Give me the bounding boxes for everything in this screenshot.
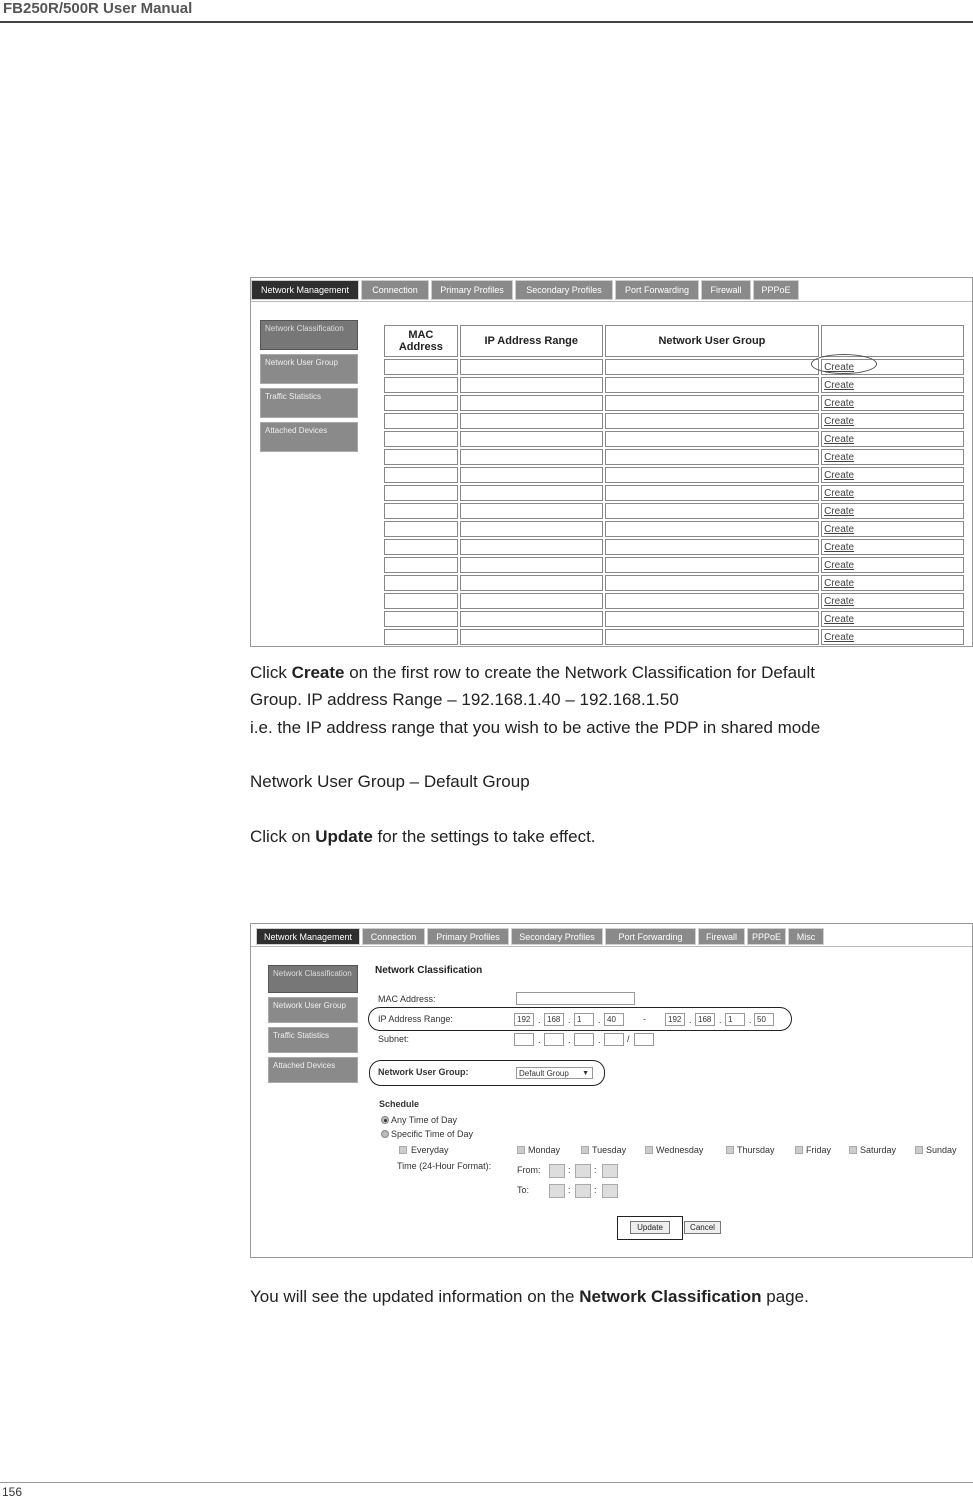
table-cell <box>384 611 458 627</box>
network-user-group-value: Default Group <box>519 1069 569 1078</box>
subnet-octet-4[interactable] <box>604 1033 624 1046</box>
table-cell <box>460 359 603 375</box>
checkbox-sunday[interactable] <box>915 1146 923 1154</box>
radio-any-time-label: Any Time of Day <box>391 1115 458 1125</box>
create-link[interactable]: Create <box>821 467 964 483</box>
to-minute-input[interactable] <box>575 1184 591 1198</box>
tab-primary-profiles[interactable]: Primary Profiles <box>427 928 509 945</box>
create-link[interactable]: Create <box>821 431 964 447</box>
table-cell <box>384 467 458 483</box>
radio-specific-time[interactable] <box>381 1130 389 1138</box>
day-friday-label: Friday <box>806 1145 832 1155</box>
tab-primary-profiles[interactable]: Primary Profiles <box>431 280 513 300</box>
schedule-label: Schedule <box>379 1099 420 1109</box>
tab-firewall[interactable]: Firewall <box>701 280 751 300</box>
table-row <box>384 593 964 609</box>
table-cell <box>605 467 819 483</box>
table-cell <box>460 449 603 465</box>
table-cell <box>460 377 603 393</box>
tab-port-forwarding[interactable]: Port Forwarding <box>615 280 699 300</box>
create-link[interactable]: Create <box>821 521 964 537</box>
network-user-group-label: Network User Group: <box>378 1067 469 1077</box>
to-second-input[interactable] <box>602 1184 618 1198</box>
header-rule <box>0 21 973 23</box>
table-cell <box>384 557 458 573</box>
sidebar-item-network-classification[interactable]: Network Classification <box>268 965 358 993</box>
create-link[interactable]: Create <box>821 359 964 375</box>
cancel-button[interactable]: Cancel <box>684 1221 721 1234</box>
ip-end-octet-1[interactable]: 192 <box>665 1013 685 1026</box>
table-cell <box>605 575 819 591</box>
table-row <box>384 629 964 645</box>
table-row <box>384 521 964 537</box>
sidebar-item-network-classification[interactable]: Network Classification <box>260 320 358 350</box>
table-cell <box>605 431 819 447</box>
table-cell <box>460 593 603 609</box>
time-separator: : <box>594 1185 597 1195</box>
checkbox-wednesday[interactable] <box>645 1146 653 1154</box>
day-sunday-label: Sunday <box>926 1145 957 1155</box>
mac-address-label: MAC Address: <box>378 994 436 1004</box>
table-row <box>384 557 964 573</box>
tab-pppoe[interactable]: PPPoE <box>753 280 799 300</box>
create-link[interactable]: Create <box>821 413 964 429</box>
table-cell <box>605 521 819 537</box>
mac-address-input[interactable] <box>516 992 635 1005</box>
table-cell <box>384 449 458 465</box>
closing-paragraph: You will see the updated information on the Network Classification page. <box>250 1287 809 1306</box>
table-row <box>384 359 964 375</box>
tab-underline <box>251 301 972 302</box>
table-cell <box>605 593 819 609</box>
checkbox-tuesday[interactable] <box>581 1146 589 1154</box>
create-highlight-circle <box>811 354 877 374</box>
update-button[interactable]: Update <box>630 1221 670 1234</box>
instruction-line-5: Click on Update for the settings to take effect. <box>250 827 596 846</box>
create-link[interactable]: Create <box>821 575 964 591</box>
column-header-mac: MAC Address <box>384 325 458 357</box>
everyday-label: Everyday <box>411 1145 449 1155</box>
instruction-line-2: Group. IP address Range – 192.168.1.40 – 192.168.1.50 <box>250 690 679 709</box>
table-cell <box>460 611 603 627</box>
table-cell <box>384 503 458 519</box>
sidebar <box>260 320 358 456</box>
table-cell <box>384 593 458 609</box>
table-cell <box>605 611 819 627</box>
table-row <box>384 575 964 591</box>
ip-end-octet-2[interactable]: 168 <box>695 1013 715 1026</box>
table-cell <box>605 449 819 465</box>
checkbox-everyday[interactable] <box>399 1146 407 1154</box>
checkbox-friday[interactable] <box>795 1146 803 1154</box>
checkbox-saturday[interactable] <box>849 1146 857 1154</box>
subnet-slash: / <box>627 1034 630 1044</box>
instruction-line-3: i.e. the IP address range that you wish to be active the PDP in shared mode <box>250 718 821 737</box>
create-link[interactable]: Create <box>821 395 964 411</box>
sidebar <box>268 965 358 1087</box>
table-cell <box>460 521 603 537</box>
tab-port-forwarding[interactable]: Port Forwarding <box>605 928 696 945</box>
table-cell <box>460 395 603 411</box>
tab-secondary-profiles[interactable]: Secondary Profiles <box>515 280 613 300</box>
radio-any-time[interactable] <box>381 1116 389 1124</box>
screenshot-network-classification-form: Network Management Connection Primary Profiles Secondary Profiles Port Forwarding Firewall PPPoE Misc Network Classification Network User Group Traffic Statistics Attached Devices Network Classification MAC Address: IP Address Range: 192 . 168 . 1 . 40 - 192 . 168 . 1 . 50 Subnet: . . . / Network User Group: Default Group ▼ Schedule Any Time of Day Specific Time of Day Everyday Monday Tuesday Wednesday Thursday Friday Saturday Sunday Time (24-Hour Format): From: : : To: : : Update Cancel <box>250 923 973 1258</box>
table-cell <box>605 557 819 573</box>
to-label: To: <box>517 1185 530 1195</box>
table-row <box>384 467 964 483</box>
time-separator: : <box>568 1185 571 1195</box>
table-cell <box>384 413 458 429</box>
table-row <box>384 377 964 393</box>
screenshot-network-classification-list <box>250 277 973 647</box>
manual-title: FB250R/500R User Manual <box>3 0 193 17</box>
table-cell <box>384 359 458 375</box>
tab-network-management[interactable]: Network Management <box>251 280 359 300</box>
table-cell <box>384 575 458 591</box>
table-cell <box>460 557 603 573</box>
table-cell <box>605 503 819 519</box>
subnet-octet-3[interactable] <box>574 1033 594 1046</box>
day-wednesday-label: Wednesday <box>656 1145 704 1155</box>
tab-secondary-profiles[interactable]: Secondary Profiles <box>511 928 603 945</box>
footer-rule <box>0 1482 973 1483</box>
create-link[interactable]: Create <box>821 485 964 501</box>
tab-pppoe[interactable]: PPPoE <box>747 928 786 945</box>
create-link[interactable]: Create <box>821 611 964 627</box>
table-cell <box>460 629 603 645</box>
create-link[interactable]: Create <box>821 557 964 573</box>
table-row <box>384 449 964 465</box>
tab-bar <box>251 280 972 300</box>
ip-start-octet-1[interactable]: 192 <box>514 1013 534 1026</box>
table-row <box>384 431 964 447</box>
tab-connection[interactable]: Connection <box>361 280 429 300</box>
table-cell <box>460 485 603 501</box>
day-monday-label: Monday <box>528 1145 561 1155</box>
column-header-network-user-group: Network User Group <box>605 325 819 357</box>
sidebar-item-network-user-group[interactable]: Network User Group <box>268 997 358 1023</box>
tab-network-management[interactable]: Network Management <box>256 928 360 945</box>
table-cell <box>384 431 458 447</box>
table-cell <box>605 539 819 555</box>
subnet-octet-1[interactable] <box>514 1033 534 1046</box>
table-cell <box>460 413 603 429</box>
subnet-octet-2[interactable] <box>544 1033 564 1046</box>
create-link[interactable]: Create <box>821 629 964 645</box>
tab-misc[interactable]: Misc <box>788 928 824 945</box>
table-cell <box>605 377 819 393</box>
create-link[interactable]: Create <box>821 377 964 393</box>
sidebar-item-attached-devices[interactable]: Attached Devices <box>260 422 358 452</box>
table-cell <box>384 629 458 645</box>
table-cell <box>605 395 819 411</box>
page-number: 156 <box>2 1485 23 1499</box>
day-saturday-label: Saturday <box>860 1145 897 1155</box>
time-separator: : <box>594 1165 597 1175</box>
table-cell <box>384 485 458 501</box>
table-row <box>384 413 964 429</box>
form-title: Network Classification <box>375 965 483 976</box>
table-row <box>384 539 964 555</box>
table-cell <box>460 431 603 447</box>
time-format-label: Time (24-Hour Format): <box>397 1161 492 1171</box>
table-row <box>384 611 964 627</box>
ip-end-octet-4[interactable]: 50 <box>754 1013 774 1026</box>
from-label: From: <box>517 1165 541 1175</box>
table-cell <box>384 377 458 393</box>
create-link[interactable]: Create <box>821 503 964 519</box>
create-link[interactable]: Create <box>821 449 964 465</box>
radio-specific-time-label: Specific Time of Day <box>391 1129 474 1139</box>
from-minute-input[interactable] <box>575 1164 591 1178</box>
instruction-line-4: Network User Group – Default Group <box>250 772 530 791</box>
from-second-input[interactable] <box>602 1164 618 1178</box>
ip-start-octet-4[interactable]: 40 <box>604 1013 624 1026</box>
table-cell <box>384 395 458 411</box>
classification-table <box>382 323 966 647</box>
network-user-group-select[interactable] <box>516 1067 593 1079</box>
table-cell <box>605 629 819 645</box>
subnet-prefix[interactable] <box>634 1033 654 1046</box>
table-cell <box>460 539 603 555</box>
table-cell <box>384 521 458 537</box>
range-dash: - <box>643 1014 646 1024</box>
to-hour-input[interactable] <box>549 1184 565 1198</box>
table-row <box>384 485 964 501</box>
subnet-label: Subnet: <box>378 1034 410 1044</box>
checkbox-monday[interactable] <box>517 1146 525 1154</box>
table-cell <box>605 413 819 429</box>
day-thursday-label: Thursday <box>737 1145 775 1155</box>
column-header-ip-range: IP Address Range <box>460 325 603 357</box>
column-header-action <box>821 325 964 357</box>
table-row <box>384 503 964 519</box>
create-link[interactable]: Create <box>821 539 964 555</box>
table-cell <box>460 575 603 591</box>
tab-bar <box>256 928 972 945</box>
day-tuesday-label: Tuesday <box>592 1145 627 1155</box>
table-cell <box>460 467 603 483</box>
sidebar-item-network-user-group[interactable]: Network User Group <box>260 354 358 384</box>
table-cell <box>605 359 819 375</box>
instruction-line-1: Click Create on the first row to create the Network Classification for Default <box>250 663 816 682</box>
create-link[interactable]: Create <box>821 593 964 609</box>
table-cell <box>460 503 603 519</box>
sidebar-item-traffic-statistics[interactable]: Traffic Statistics <box>268 1027 358 1053</box>
ip-start-octet-3[interactable]: 1 <box>574 1013 594 1026</box>
sidebar-item-attached-devices[interactable]: Attached Devices <box>268 1057 358 1083</box>
ip-range-label: IP Address Range: <box>378 1014 453 1024</box>
ip-end-octet-3[interactable]: 1 <box>725 1013 745 1026</box>
table-row <box>384 395 964 411</box>
table-cell <box>605 485 819 501</box>
chevron-down-icon: ▼ <box>582 1070 589 1077</box>
tab-connection[interactable]: Connection <box>362 928 425 945</box>
sidebar-item-traffic-statistics[interactable]: Traffic Statistics <box>260 388 358 418</box>
table-cell <box>384 539 458 555</box>
from-hour-input[interactable] <box>549 1164 565 1178</box>
checkbox-thursday[interactable] <box>726 1146 734 1154</box>
ip-start-octet-2[interactable]: 168 <box>544 1013 564 1026</box>
tab-firewall[interactable]: Firewall <box>698 928 745 945</box>
tab-underline <box>251 946 972 947</box>
time-separator: : <box>568 1165 571 1175</box>
